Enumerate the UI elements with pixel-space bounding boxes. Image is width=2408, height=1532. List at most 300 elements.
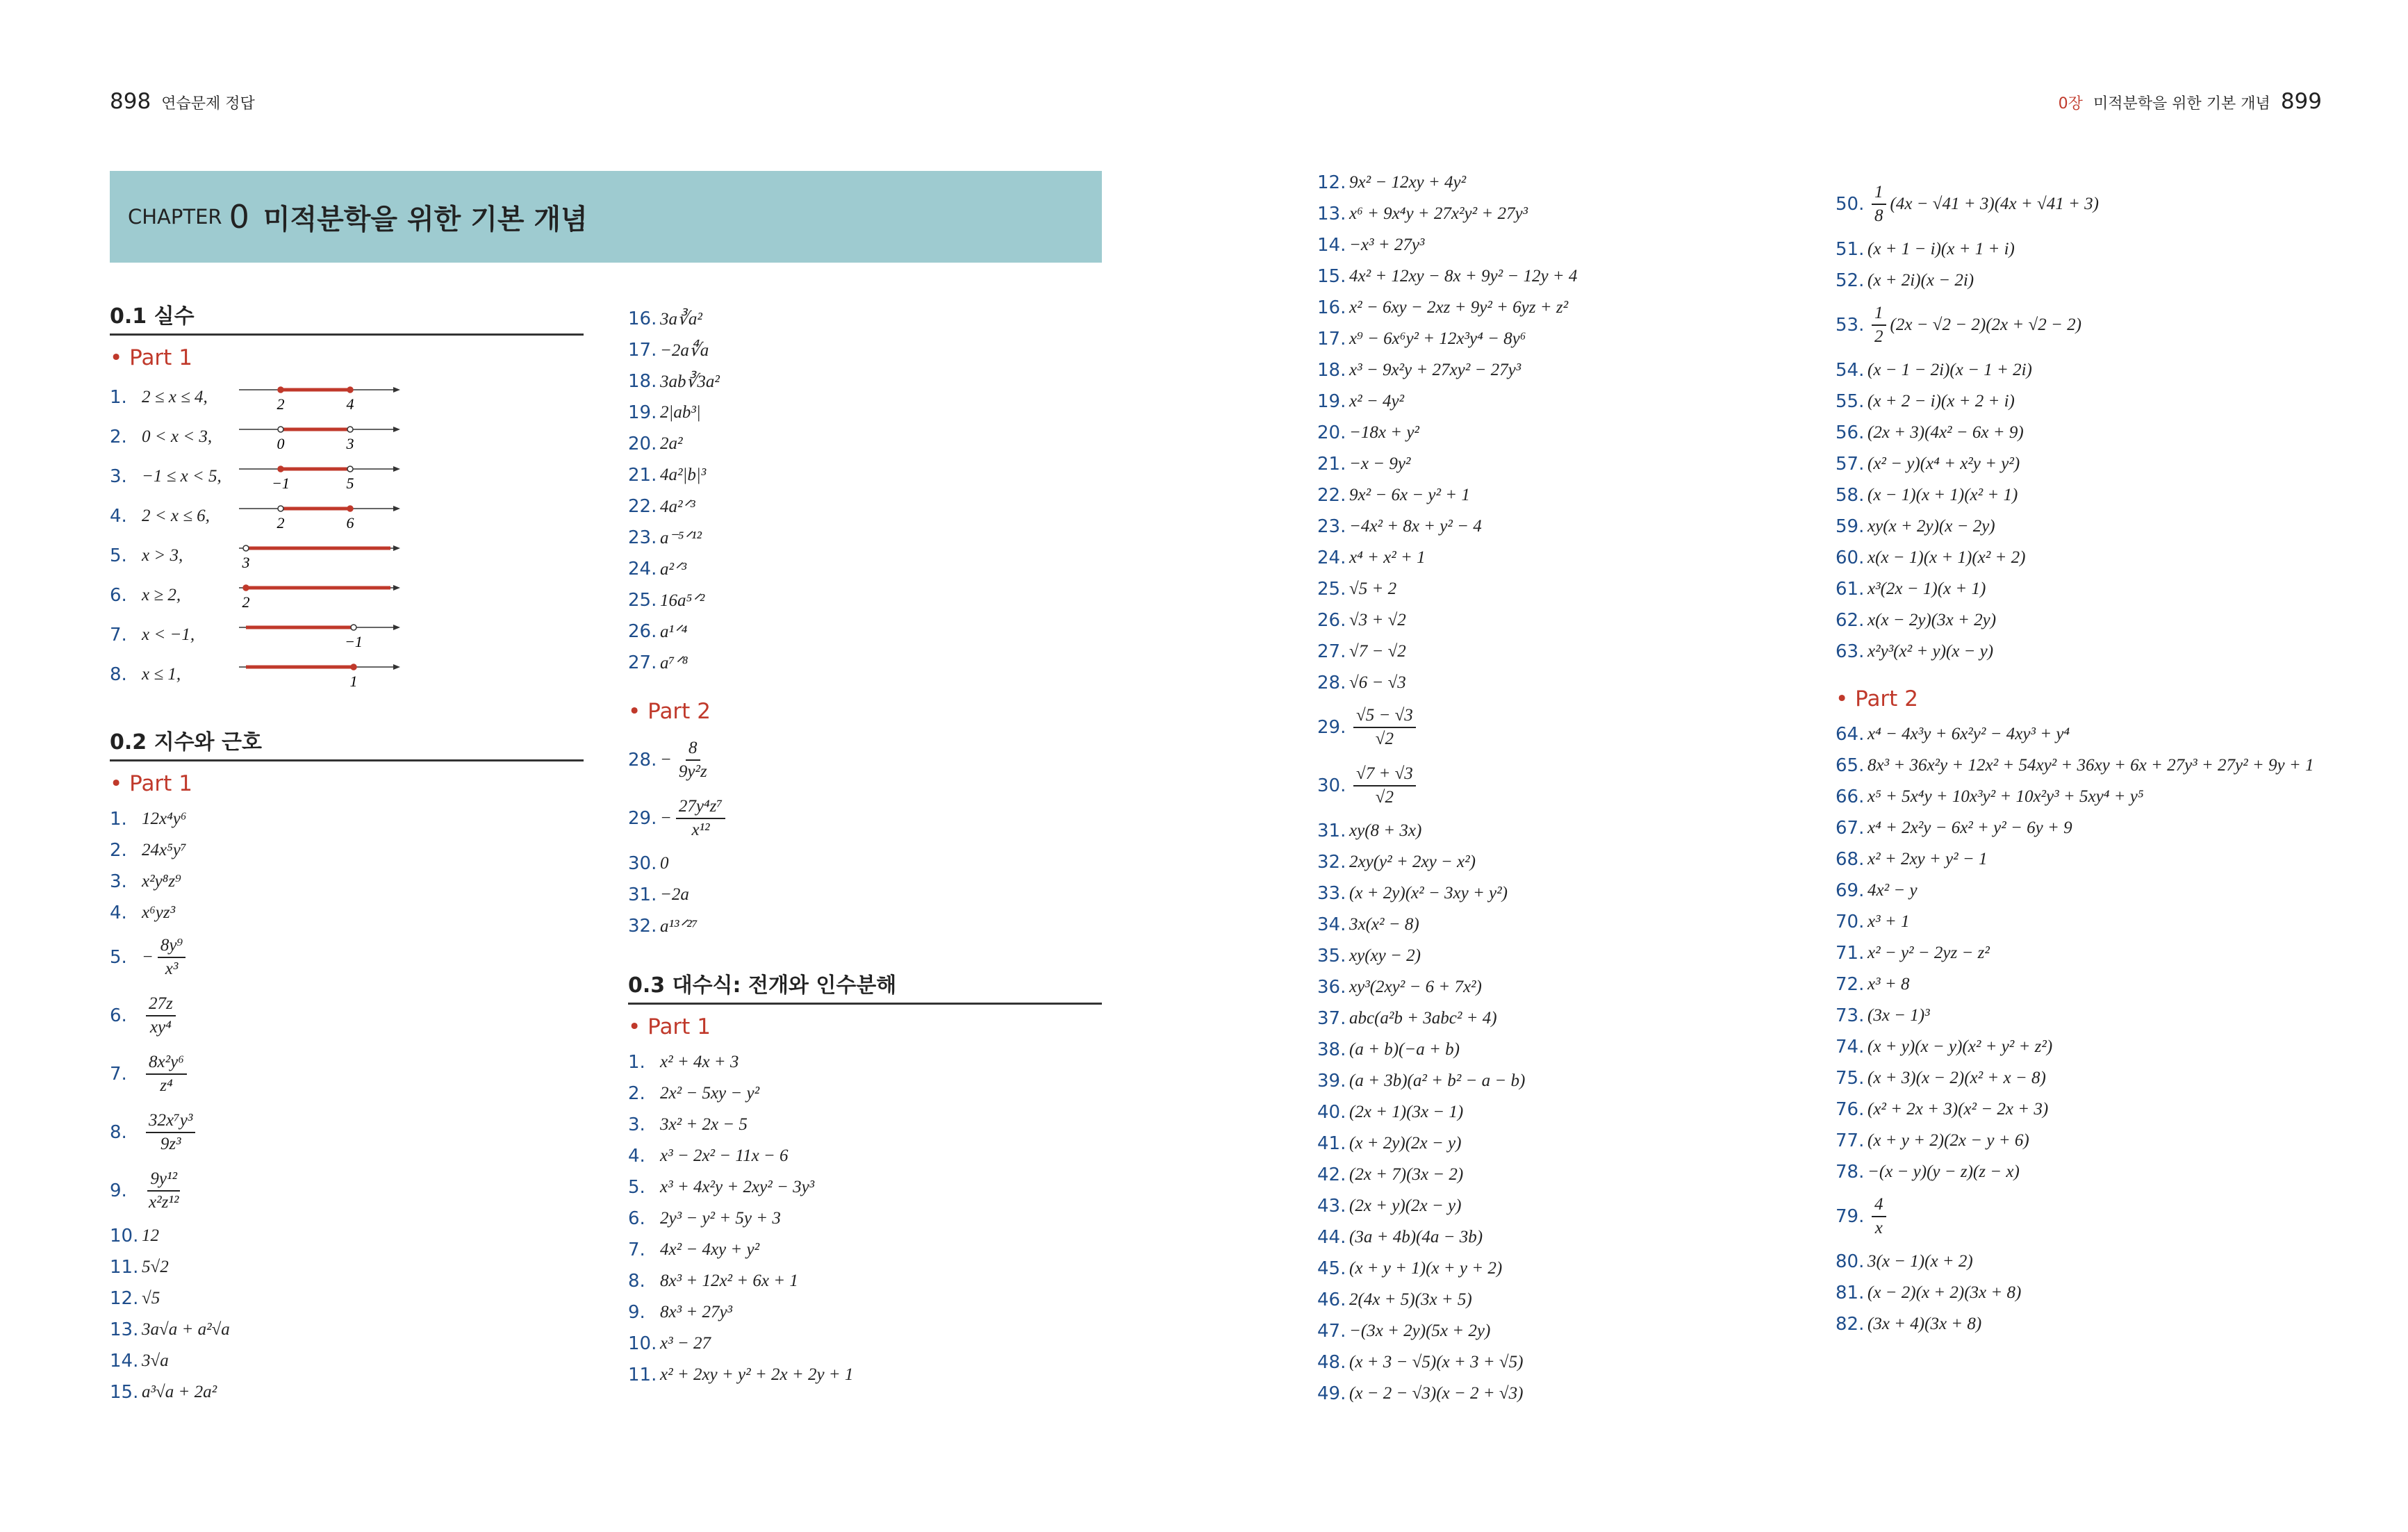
item-number: 60. (1836, 547, 1865, 568)
item-number: 29. (1317, 717, 1346, 738)
answer-item (628, 1203, 1102, 1234)
answer-text: (x + 1 − i)(x + 1 + i) (1867, 239, 2015, 258)
answer-expression (142, 1383, 217, 1402)
answer-item (628, 1078, 1102, 1109)
column-4 (1836, 175, 2322, 1340)
answer-item (1317, 542, 1817, 573)
fraction-numerator: 27y⁴z⁷ (676, 797, 725, 819)
answer-expression (1867, 1195, 1890, 1238)
item-number: 4. (628, 1145, 645, 1167)
item-number: 73. (1836, 1005, 1865, 1026)
answer-item (1317, 815, 1817, 846)
item-number: 82. (1836, 1313, 1865, 1335)
answer-expression (660, 403, 701, 422)
answer-item (1317, 1003, 1817, 1034)
section-title: 0.3 대수식: 전개와 인수분해 (628, 968, 1102, 1005)
answer-text: −(x − y)(y − z)(z − x) (1867, 1162, 2020, 1181)
answer-expression (1867, 579, 1986, 599)
answer-text: a¹³ᐟ²⁷ (660, 916, 698, 936)
item-number: 41. (1317, 1132, 1346, 1154)
answer-expression (1867, 611, 1996, 630)
answer-text: a³√a + 2a² (142, 1382, 217, 1401)
item-number: 54. (1836, 359, 1865, 381)
answer-item (1317, 229, 1817, 261)
answer-item (1836, 1246, 2322, 1277)
answer-text: 8x³ + 27y³ (660, 1302, 733, 1321)
interval-text: x > 3, (142, 545, 183, 565)
answer-expression (1349, 329, 1526, 349)
closed-endpoint (278, 387, 283, 393)
item-number: 52. (1836, 270, 1865, 291)
tick-label: 3 (242, 553, 250, 571)
answer-item (110, 987, 584, 1045)
answer-expression (1867, 725, 2070, 744)
answer-expression (1349, 853, 1476, 872)
answer-item (1317, 386, 1817, 417)
fraction (676, 797, 725, 840)
fraction (146, 1169, 181, 1212)
answer-item (1317, 573, 1817, 604)
answer-expression (1349, 706, 1420, 749)
answer-expression (1867, 1037, 2052, 1057)
answer-expression (1867, 818, 2072, 838)
answer-item (1836, 937, 2322, 969)
answer-expression (1349, 454, 1410, 474)
item-number: 32. (1317, 851, 1346, 873)
item-number: 21. (1317, 453, 1346, 475)
item-number: 22. (1317, 484, 1346, 506)
answer-item (1317, 1221, 1817, 1253)
item-number: 13. (110, 1319, 139, 1340)
answer-text: x² − y² − 2yz − z² (1867, 943, 1990, 962)
answer-expression (1349, 298, 1568, 318)
item-number: 2. (110, 839, 127, 861)
answer-text: a⁻⁵ᐟ¹² (660, 528, 702, 547)
answer-expression (142, 1111, 199, 1154)
item-number: 40. (1317, 1101, 1346, 1123)
open-endpoint (347, 427, 353, 432)
item-number: 56. (1836, 422, 1865, 443)
interval-item (110, 377, 584, 417)
answer-text: 0 (660, 853, 669, 873)
answer-item (1836, 265, 2322, 296)
answer-item (110, 866, 584, 897)
closed-endpoint (351, 664, 356, 670)
answer-item (628, 1359, 1102, 1390)
right-page-label: 미적분학을 위한 기본 개념 (2093, 95, 2270, 113)
number-line (239, 499, 406, 534)
answer-expression (1867, 1315, 1981, 1334)
item-number: 12. (1317, 172, 1346, 193)
answer-item (628, 1109, 1102, 1140)
answer-text: 3a√a + a²√a (142, 1319, 230, 1339)
answer-text: 3x² + 2x − 5 (660, 1114, 748, 1134)
part-label: • Part 2 (1836, 686, 1918, 711)
answer-item (628, 334, 1102, 365)
number-line (239, 538, 406, 573)
answer-expression (660, 1084, 759, 1103)
item-number: 39. (1317, 1070, 1346, 1092)
answer-expression (1867, 881, 1918, 900)
interval-item (110, 456, 584, 496)
answer-text: 2a² (660, 434, 683, 453)
tick-label: 5 (346, 474, 354, 492)
answer-item (1836, 1000, 2322, 1031)
item-number: 18. (1317, 359, 1346, 381)
answer-item (1317, 1190, 1817, 1221)
item-number: 59. (1836, 516, 1865, 537)
answer-expression (1349, 1103, 1463, 1122)
answer-expression (1867, 1162, 2020, 1182)
answer-text: (x + 2 − i)(x + 2 + i) (1867, 391, 2015, 411)
open-endpoint (278, 506, 283, 511)
part-label: • Part 1 (628, 1014, 711, 1039)
item-number: 5. (628, 1176, 645, 1198)
answer-expression (1349, 267, 1577, 286)
answer-text: 2|ab³| (660, 402, 701, 422)
answer-item (1836, 233, 2322, 265)
item-number: 11. (110, 1256, 139, 1278)
fraction (1872, 183, 1886, 226)
answer-item (628, 303, 1102, 334)
answer-expression (1867, 1006, 1930, 1026)
answer-expression (1867, 517, 1995, 536)
answer-item (1317, 511, 1817, 542)
answer-text: x⁵ + 5x⁴y + 10x³y² + 10x²y³ + 5xy⁴ + y⁵ (1867, 786, 2144, 806)
answer-item (1317, 878, 1817, 909)
answer-list (1836, 718, 2322, 1340)
answer-item (1317, 1253, 1817, 1284)
item-number: 57. (1836, 453, 1865, 475)
answer-expression (1349, 821, 1421, 841)
axis-arrow (393, 466, 400, 472)
answer-text: x³ + 8 (1867, 974, 1910, 994)
answer-list (110, 803, 584, 1408)
answer-sign: − (660, 750, 672, 769)
fraction (676, 739, 710, 782)
answer-item (1317, 1284, 1817, 1315)
answer-list (628, 303, 1102, 678)
answer-expression (1867, 271, 1974, 290)
item-number: 28. (628, 750, 657, 771)
answer-text: √5 + 2 (1349, 579, 1397, 598)
answer-item (628, 459, 1102, 491)
item-number: 4. (110, 902, 127, 923)
answer-text: x³ − 9x²y + 27xy² − 27y³ (1349, 360, 1522, 379)
number-line (239, 578, 406, 613)
answer-item (1836, 296, 2322, 354)
answer-expression (1349, 1134, 1461, 1153)
answer-expression (660, 1115, 748, 1135)
answer-text: (x + 2i)(x − 2i) (1867, 270, 1974, 290)
answer-expression (1349, 392, 1404, 411)
answer-text: x⁴ + 2x²y − 6x² + y² − 6y + 9 (1867, 818, 2072, 837)
answer-item (1836, 781, 2322, 812)
answer-tail: (4x − √41 + 3)(4x + √41 + 3) (1890, 195, 2099, 213)
answer-item (1836, 542, 2322, 573)
answer-expression (660, 1365, 853, 1385)
answer-expression (1349, 611, 1406, 630)
item-number: 30. (1317, 775, 1346, 796)
fraction (1872, 304, 1886, 347)
answer-text: x²y³(x² + y)(x − y) (1867, 641, 1994, 661)
interval-item (110, 536, 584, 575)
answer-text: x³ − 27 (660, 1333, 711, 1353)
item-number: 6. (628, 1208, 645, 1229)
answer-expression (660, 371, 720, 392)
column-1 (110, 299, 584, 1408)
answer-expression (660, 1334, 711, 1353)
item-number: 7. (110, 624, 127, 645)
answer-expression (1349, 978, 1482, 997)
answer-text: 2xy(y² + 2xy − x²) (1349, 852, 1476, 871)
item-number: 31. (628, 884, 657, 905)
item-number: 3. (110, 871, 127, 892)
item-number: 43. (1317, 1195, 1346, 1217)
item-number: 79. (1836, 1206, 1865, 1227)
fraction (146, 1053, 187, 1096)
answer-text: −18x + y² (1349, 422, 1419, 442)
closed-endpoint (347, 387, 353, 393)
answer-text: 2x² − 5xy − y² (660, 1083, 760, 1103)
answer-expression (660, 340, 709, 361)
answer-expression (660, 885, 689, 905)
answer-text: 4x² − y (1867, 880, 1918, 900)
item-number: 15. (110, 1381, 139, 1403)
answer-expression (1349, 1228, 1483, 1247)
answer-expression (1867, 975, 1909, 994)
answer-item (1317, 1128, 1817, 1159)
answer-expression (660, 916, 698, 937)
answer-text: −2a (660, 884, 689, 904)
answer-expression (660, 1178, 814, 1197)
answer-text: x⁴ + x² + 1 (1349, 547, 1426, 567)
answer-item (110, 1345, 584, 1376)
number-line (239, 618, 406, 652)
answer-expression (1867, 486, 2018, 505)
answer-text: −2a∜a (660, 340, 709, 360)
answer-text: 9x² − 6x − y² + 1 (1349, 485, 1470, 504)
tick-label: 1 (349, 672, 358, 690)
item-number: 72. (1836, 973, 1865, 995)
item-number: 1. (628, 1051, 645, 1073)
open-endpoint (351, 625, 356, 630)
answer-expression (1349, 1071, 1525, 1091)
answer-text: 24x⁵y⁷ (142, 840, 187, 859)
answer-expression (660, 652, 688, 673)
item-number: 3. (110, 466, 127, 487)
answer-item (628, 789, 1102, 848)
answer-expression (1867, 183, 2099, 226)
fraction-numerator: 1 (1872, 183, 1886, 205)
item-number: 64. (1836, 723, 1865, 745)
answer-item (1836, 1031, 2322, 1062)
answer-item (1317, 636, 1817, 667)
answer-list (1836, 175, 2322, 667)
answer-item (1317, 198, 1817, 229)
item-number: 9. (110, 1180, 127, 1201)
answer-text: 16a⁵ᐟ² (660, 591, 705, 610)
answer-text: −4x² + 8x + y² − 4 (1349, 516, 1482, 536)
answer-expression (1867, 454, 2020, 474)
item-number: 77. (1836, 1130, 1865, 1151)
answer-text: x⁴ − 4x³y + 6x²y² − 4xy³ + y⁴ (1867, 724, 2070, 743)
chapter-word: CHAPTER (128, 205, 222, 229)
answer-text: √7 − √2 (1349, 641, 1406, 661)
item-number: 30. (628, 853, 657, 874)
answer-text: −x − 9y² (1349, 454, 1411, 473)
left-page-number: 898 (110, 89, 151, 114)
answer-expression (142, 994, 180, 1037)
answer-text: (3x − 1)³ (1867, 1005, 1930, 1025)
answer-text: 12 (142, 1226, 159, 1245)
answer-item (1836, 1187, 2322, 1246)
answer-text: (x + y)(x − y)(x² + y² + z²) (1867, 1037, 2053, 1056)
answer-expression (142, 1258, 169, 1277)
answer-expression (1867, 1100, 2048, 1119)
item-number: 28. (1317, 672, 1346, 693)
answer-expression (142, 872, 181, 891)
item-number: 2. (110, 426, 127, 447)
answer-item (1836, 875, 2322, 906)
item-number: 1. (110, 808, 127, 830)
tick-label: 0 (277, 434, 285, 452)
answer-expression (1349, 1321, 1490, 1341)
answer-item (1836, 843, 2322, 875)
answer-item (1317, 667, 1817, 698)
fraction-numerator: 32x⁷y³ (146, 1111, 195, 1133)
answer-text: (x − 2 − √3)(x − 2 + √3) (1349, 1383, 1524, 1403)
item-number: 23. (628, 527, 657, 548)
interval-text: −1 ≤ x < 5, (142, 466, 222, 486)
answer-item (1317, 479, 1817, 511)
interval-text: x < −1, (142, 625, 195, 644)
item-number: 23. (1317, 516, 1346, 537)
fraction-denominator: x (1874, 1219, 1883, 1237)
answer-item (628, 647, 1102, 678)
answer-item (628, 428, 1102, 459)
answer-item (1317, 757, 1817, 815)
right-page-number: 899 (2280, 89, 2322, 114)
item-number: 26. (1317, 609, 1346, 631)
item-number: 31. (1317, 820, 1346, 841)
answer-expression (1349, 423, 1419, 443)
answer-expression (1867, 944, 1990, 963)
tick-label: −1 (345, 632, 363, 650)
answer-text: 3(x − 1)(x + 2) (1867, 1251, 1973, 1271)
item-number: 50. (1836, 194, 1865, 215)
answer-expression (660, 466, 706, 485)
item-number: 61. (1836, 578, 1865, 600)
answer-expression (1867, 361, 2032, 380)
item-number: 20. (628, 433, 657, 454)
item-number: 18. (628, 370, 657, 392)
answer-item (1317, 971, 1817, 1003)
answer-expression (1867, 850, 1988, 869)
item-number: 38. (1317, 1039, 1346, 1060)
number-line (239, 380, 406, 415)
item-number: 6. (110, 584, 127, 606)
answer-item (110, 1314, 584, 1345)
tick-label: 6 (346, 513, 354, 532)
answer-text: (2x + 3)(4x² − 6x + 9) (1867, 422, 2024, 442)
answer-expression (1867, 240, 2015, 259)
answer-expression (1349, 673, 1406, 693)
answer-item (1317, 417, 1817, 448)
fraction-numerator: √7 + √3 (1353, 764, 1416, 786)
item-number: 12. (110, 1287, 139, 1309)
answer-sign: − (142, 948, 154, 966)
answer-item (1836, 175, 2322, 233)
item-number: 16. (628, 308, 657, 329)
answer-text: x² + 2xy + y² − 1 (1867, 849, 1988, 868)
answer-text: 4a²|b|³ (660, 465, 707, 484)
number-line (239, 420, 406, 454)
item-number: 48. (1317, 1351, 1346, 1373)
tick-label: 2 (277, 395, 285, 413)
answer-text: a¹ᐟ⁴ (660, 622, 688, 641)
answer-expression (660, 308, 702, 329)
answer-item (1317, 604, 1817, 636)
fraction-numerator: 27z (146, 994, 176, 1016)
answer-text: a⁷ᐟ⁸ (660, 653, 688, 673)
fraction (1353, 706, 1416, 749)
answer-expression (1349, 204, 1528, 224)
answer-expression (1349, 236, 1424, 255)
answer-text: (2x + y)(2x − y) (1349, 1196, 1462, 1215)
answer-expression (1867, 787, 2144, 807)
answer-expression (142, 1226, 159, 1246)
item-number: 76. (1836, 1098, 1865, 1120)
answer-text: x² − 4y² (1349, 391, 1405, 411)
answer-expression (142, 1053, 191, 1096)
answer-item (628, 522, 1102, 553)
section-title: 0.2 지수와 근호 (110, 725, 584, 761)
fraction-denominator: z⁴ (160, 1076, 173, 1095)
item-number: 3. (628, 1114, 645, 1135)
answer-item (110, 1376, 584, 1408)
answer-item (110, 928, 584, 987)
part-label: • Part 2 (628, 699, 711, 724)
answer-text: (2x + 1)(3x − 1) (1349, 1102, 1464, 1121)
item-number: 19. (1317, 390, 1346, 412)
answer-item (110, 834, 584, 866)
answer-text: x² + 2xy + y² + 2x + 2y + 1 (660, 1365, 854, 1384)
item-number: 11. (628, 1364, 657, 1385)
item-number: 26. (628, 620, 657, 642)
answer-text: abc(a²b + 3abc² + 4) (1349, 1008, 1497, 1028)
item-number: 14. (110, 1350, 139, 1372)
answer-text: (x − 2)(x + 2)(3x + 8) (1867, 1283, 2022, 1302)
axis-arrow (393, 387, 400, 393)
chapter-banner (110, 171, 1102, 263)
interval-item (110, 417, 584, 456)
answer-item (110, 1283, 584, 1314)
answer-expression (142, 1169, 185, 1212)
open-endpoint (347, 466, 353, 472)
answer-expression (1349, 884, 1508, 903)
answer-item (110, 897, 584, 928)
answer-text: 3x(x² − 8) (1349, 914, 1419, 934)
fraction-numerator: 1 (1872, 304, 1886, 326)
closed-endpoint (243, 585, 249, 591)
answer-text: xy(x + 2y)(x − 2y) (1867, 516, 1995, 536)
item-number: 70. (1836, 911, 1865, 932)
answer-item (110, 1220, 584, 1251)
fraction-denominator: √2 (1375, 788, 1394, 807)
answer-item (1836, 479, 2322, 511)
answer-text: (x² + 2x + 3)(x² − 2x + 3) (1867, 1099, 2049, 1119)
